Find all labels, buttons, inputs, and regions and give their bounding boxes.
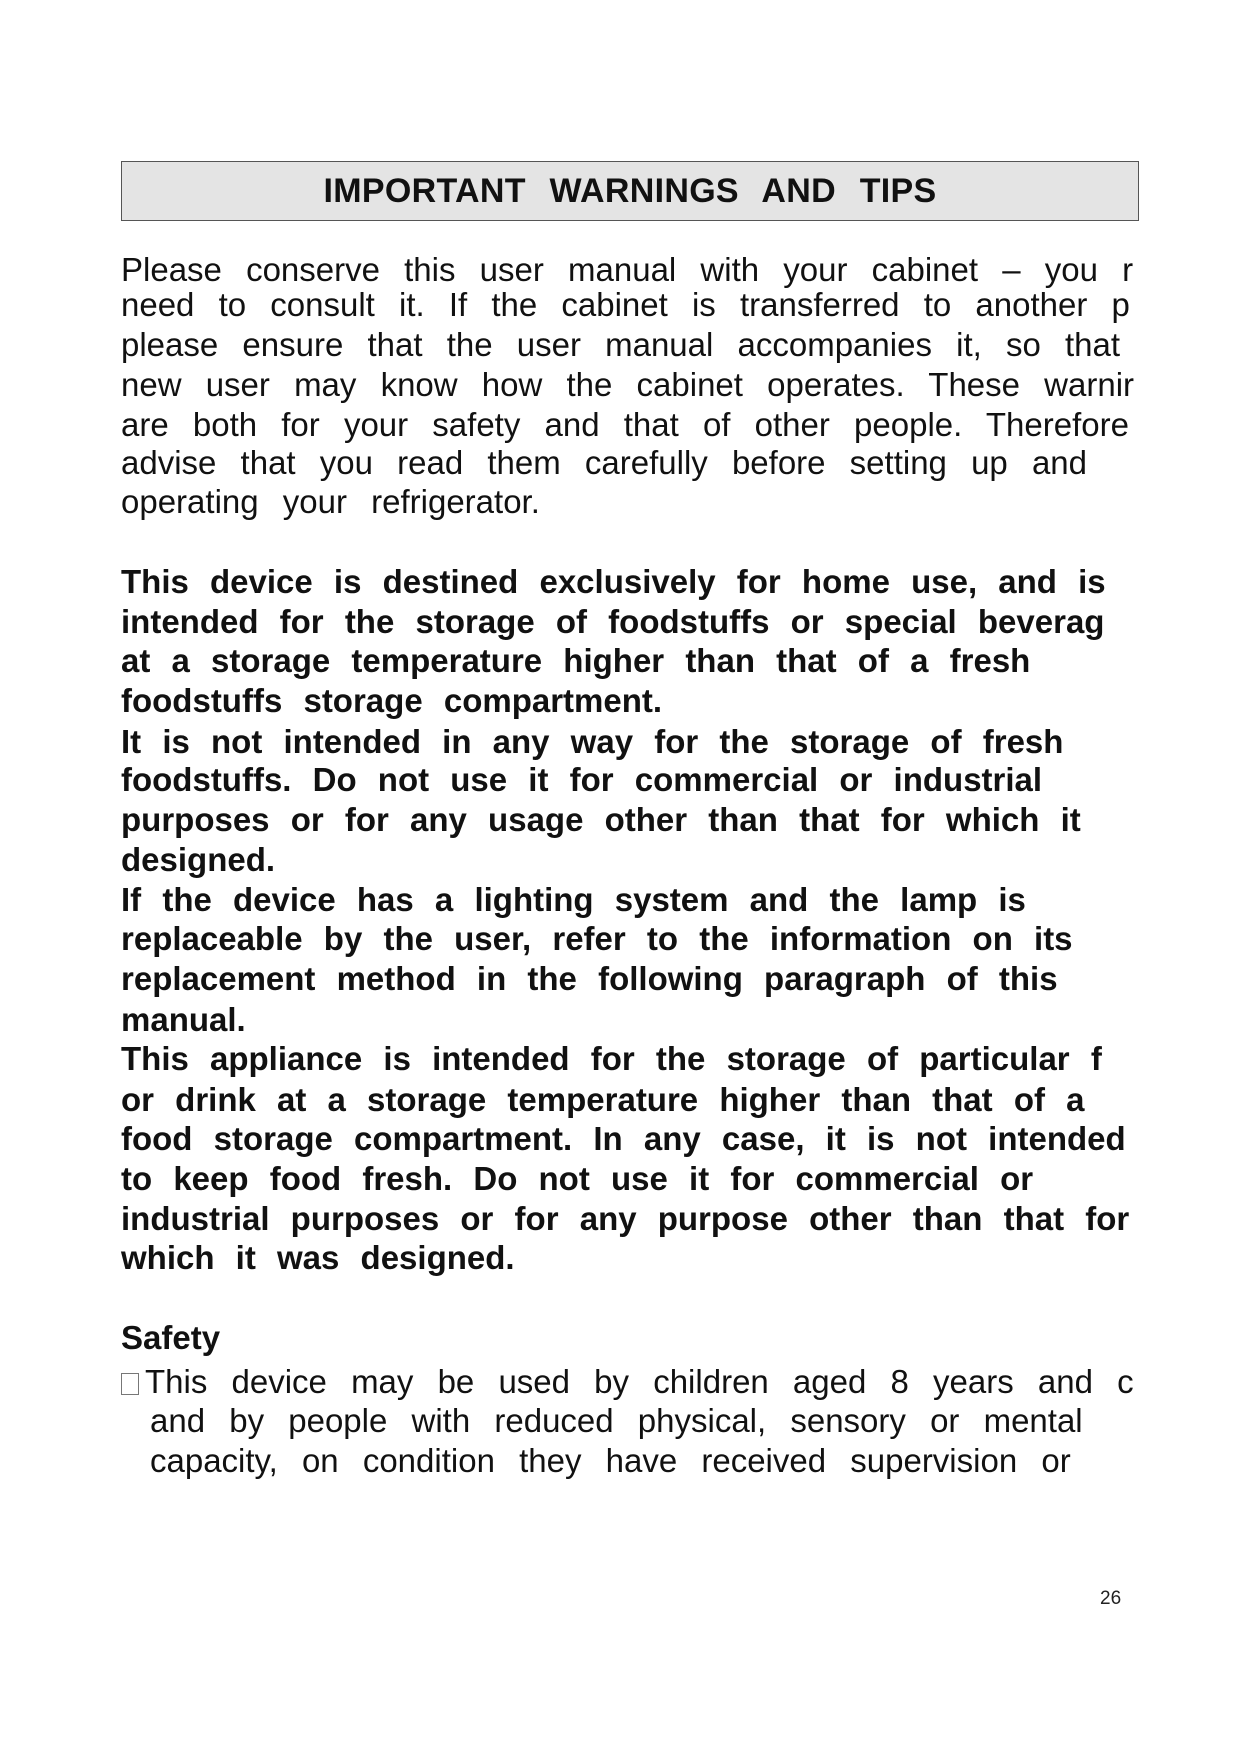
safety-bullet-continuation: capacity, on condition they have received supervision or <box>150 1442 1071 1479</box>
intro-line: are both for your safety and that of other people. Therefore <box>121 406 1129 443</box>
usage-line: foodstuffs storage compartment. <box>121 682 663 719</box>
usage-line: which it was designed. <box>121 1239 515 1276</box>
usage-line: It is not intended in any way for the storage of fresh <box>121 723 1064 760</box>
usage-line: This device is destined exclusively for home use, and is <box>121 563 1106 600</box>
usage-line: This appliance is intended for the storage of particular f <box>121 1040 1102 1077</box>
intro-line: Please conserve this user manual with your cabinet – you r <box>121 251 1134 288</box>
usage-line: purposes or for any usage other than that for which it <box>121 801 1081 838</box>
usage-line: foodstuffs. Do not use it for commercial or industrial <box>121 761 1043 798</box>
usage-line: designed. <box>121 841 276 878</box>
safety-heading: Safety <box>121 1319 221 1356</box>
page-number: 26 <box>1100 1588 1122 1609</box>
usage-line: industrial purposes or for any purpose other than that for <box>121 1200 1130 1237</box>
safety-bullet <box>121 1362 1134 1402</box>
usage-line: manual. <box>121 1001 246 1038</box>
warnings-title-box <box>121 161 1139 221</box>
usage-line: at a storage temperature higher than that of a fresh <box>121 642 1031 679</box>
safety-bullet-text: This device may be used by children aged 8 years and c <box>145 1363 1134 1400</box>
intro-line: operating your refrigerator. <box>121 483 540 520</box>
usage-line: replaceable by the user, refer to the information on its <box>121 920 1073 957</box>
usage-line: If the device has a lighting system and the lamp is <box>121 881 1026 918</box>
bullet-box-icon <box>121 1373 139 1395</box>
page-title: IMPORTANT WARNINGS AND TIPS <box>323 171 937 210</box>
safety-bullet-continuation: and by people with reduced physical, sensory or mental <box>150 1402 1083 1439</box>
usage-line: replacement method in the following paragraph of this <box>121 960 1058 997</box>
intro-line: new user may know how the cabinet operates. These warnir <box>121 366 1135 403</box>
usage-line: or drink at a storage temperature higher than that of a <box>121 1081 1085 1118</box>
intro-line: please ensure that the user manual accompanies it, so that <box>121 326 1121 363</box>
intro-line: advise that you read them carefully before setting up and <box>121 444 1088 481</box>
usage-line: intended for the storage of foodstuffs or special beverag <box>121 603 1105 640</box>
intro-line: need to consult it. If the cabinet is transferred to another p <box>121 286 1130 323</box>
usage-line: food storage compartment. In any case, it is not intended <box>121 1120 1126 1157</box>
usage-line: to keep food fresh. Do not use it for commercial or <box>121 1160 1034 1197</box>
